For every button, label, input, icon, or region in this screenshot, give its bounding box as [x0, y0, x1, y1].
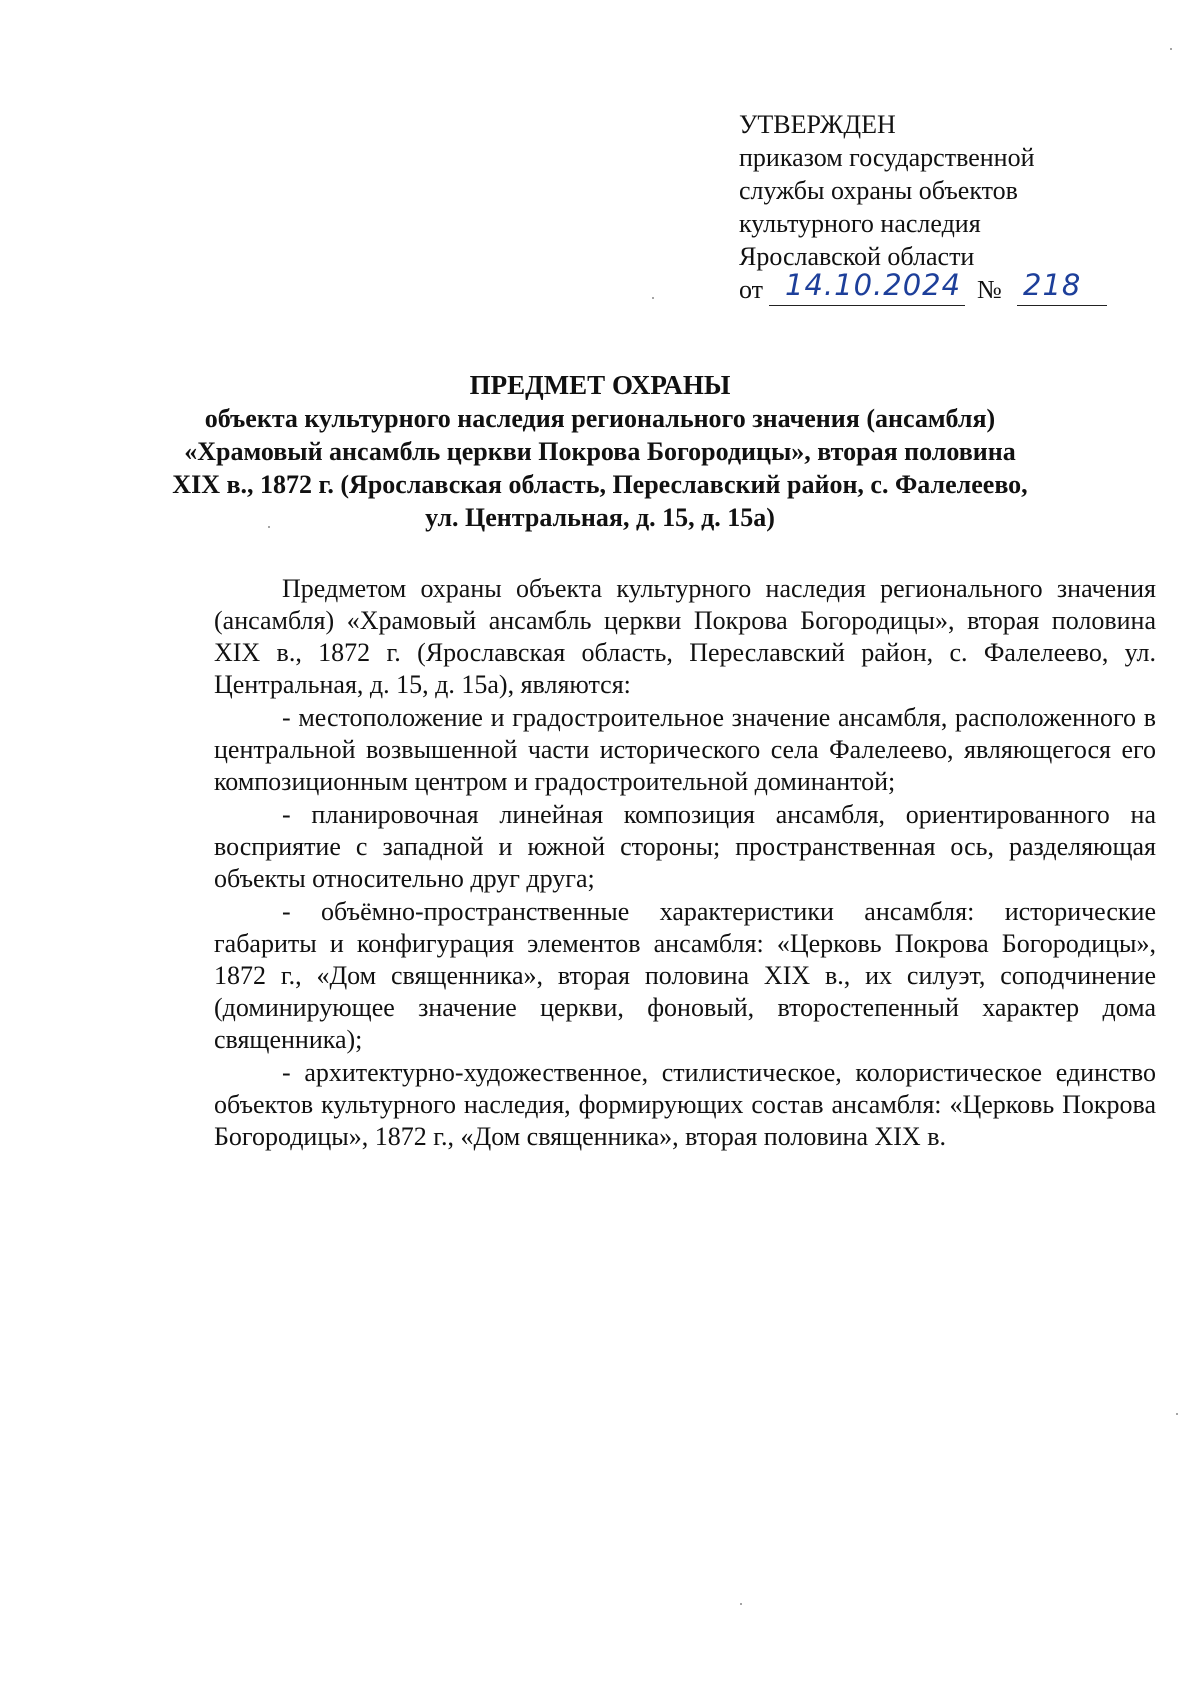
- handwritten-date: 14.10.2024: [785, 268, 962, 302]
- subtitle-line: «Храмовый ансамбль церкви Покрова Богородицы», вторая половина: [184, 437, 1016, 466]
- approval-heading: УТВЕРЖДЕН: [739, 110, 896, 139]
- list-item: - архитектурно-художественное, стилистическое, колористическое единство объектов культурного наследия, формирующих состав ансамбля: «Церковь Покрова Богородицы», 1872 г., «Дом священника», вторая половина XIX в.: [214, 1058, 1156, 1151]
- scan-speck: [740, 1603, 742, 1605]
- number-label: №: [977, 275, 1002, 304]
- scan-speck: [1176, 1413, 1178, 1415]
- approval-line: приказом государственной: [739, 143, 1035, 172]
- scan-speck: [652, 297, 654, 299]
- approval-line: службы охраны объектов: [739, 176, 1018, 205]
- subtitle-line: ул. Центральная, д. 15, д. 15а): [425, 503, 775, 532]
- intro-paragraph: Предметом охраны объекта культурного наследия регионального значения (ансамбля) «Храмовый ансамбль церкви Покрова Богородицы», вторая половина XIX в., 1872 г. (Ярославская область, Переславский район, с. Фалелеево, ул. Центральная, д. 15, д. 15а), являются:: [214, 574, 1156, 699]
- document-body: [214, 573, 1156, 1153]
- handwritten-number: 218: [1023, 268, 1082, 302]
- subtitle-line: объекта культурного наследия регионального значения (ансамбля): [204, 404, 996, 433]
- approval-block: [739, 108, 1119, 313]
- document-title-block: [100, 369, 1100, 534]
- order-date-field: [769, 267, 965, 306]
- scan-speck: [1170, 48, 1172, 50]
- order-number-field: [1017, 267, 1107, 306]
- subtitle-line: XIX в., 1872 г. (Ярославская область, Переславский район, с. Фалелеево,: [172, 470, 1028, 499]
- order-date-number-line: [739, 268, 1119, 313]
- list-item: - объёмно-пространственные характеристики ансамбля: исторические габариты и конфигурация элементов ансамбля: «Церковь Покрова Богородицы», 1872 г., «Дом священника», вторая половина XIX в., их силуэт, соподчинение (доминирующее значение церкви, фоновый, второстепенный характер дома священника);: [214, 897, 1156, 1054]
- approval-line: культурного наследия: [739, 209, 981, 238]
- approval-line: Ярославской области: [739, 242, 975, 271]
- scan-speck: [268, 526, 270, 528]
- document-title: ПРЕДМЕТ ОХРАНЫ: [469, 370, 731, 400]
- list-item: - планировочная линейная композиция ансамбля, ориентированного на восприятие с западной и южной стороны; пространственная ось, разделяющая объекты относительно друг друга;: [214, 800, 1156, 893]
- list-item: - местоположение и градостроительное значение ансамбля, расположенного в центральной возвышенной части исторического села Фалелеево, являющегося его композиционным центром и градостроительной доминантой;: [214, 703, 1156, 796]
- date-prefix: от: [739, 275, 764, 304]
